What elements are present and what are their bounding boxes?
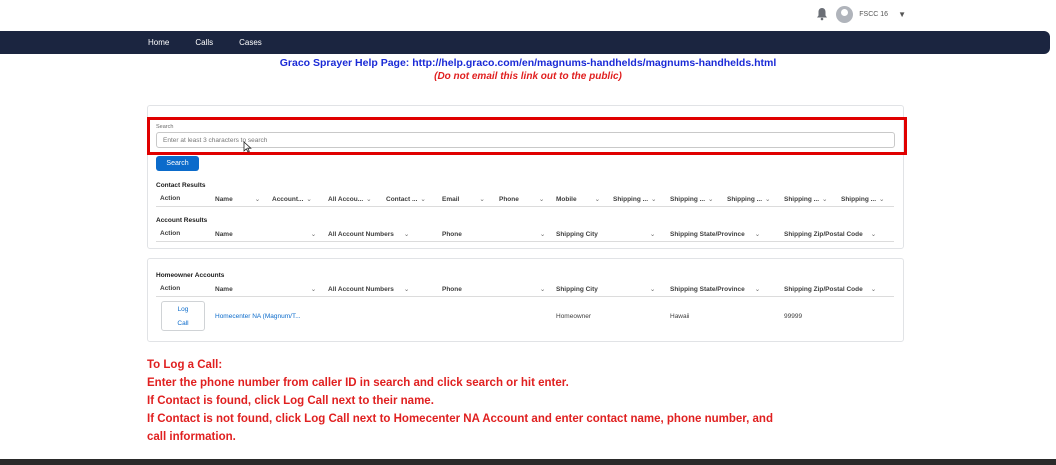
user-name[interactable]: FSCC 16 bbox=[859, 11, 889, 18]
col-contact[interactable]: Contact ... ⌄ bbox=[386, 196, 426, 203]
nav-bar bbox=[0, 31, 1050, 54]
instructions-step-1: Enter the phone number from caller ID in search and click search or hit enter. bbox=[147, 377, 569, 389]
col-shipping-city[interactable]: Shipping City ⌄ bbox=[556, 286, 656, 293]
col-name[interactable]: Name ⌄ bbox=[215, 231, 317, 238]
col-action: Action bbox=[160, 230, 181, 237]
top-bar bbox=[0, 0, 1056, 31]
col-shipping-5[interactable]: Shipping ... ⌄ bbox=[841, 196, 885, 203]
homeowner-accounts-header bbox=[156, 284, 894, 297]
col-shipping-2[interactable]: Shipping ... ⌄ bbox=[670, 196, 714, 203]
bell-icon[interactable] bbox=[816, 7, 830, 23]
caret-down-icon[interactable]: ▼ bbox=[898, 10, 906, 19]
log-call-label-2: Call bbox=[177, 320, 189, 327]
nav-home[interactable]: Home bbox=[148, 38, 170, 47]
help-page-link: Graco Sprayer Help Page: http://help.graco.com/en/magnums-handhelds/magnums-handhelds.html bbox=[279, 57, 777, 69]
instructions-step-2: If Contact is found, click Log Call next to their name. bbox=[147, 395, 434, 407]
col-shipping-city[interactable]: Shipping City ⌄ bbox=[556, 231, 656, 238]
col-action: Action bbox=[160, 195, 181, 202]
col-shipping-state[interactable]: Shipping State/Province ⌄ bbox=[670, 231, 761, 238]
footer-bar bbox=[0, 459, 1056, 465]
instructions-step-3: If Contact is not found, click Log Call next to Homecenter NA Account and enter contact name, phone number, and bbox=[147, 413, 773, 425]
log-call-button[interactable] bbox=[161, 301, 205, 331]
search-label: Search bbox=[156, 124, 174, 130]
homeowner-accounts-card bbox=[147, 258, 904, 342]
contact-results-header bbox=[156, 194, 894, 207]
col-phone[interactable]: Phone ⌄ bbox=[442, 286, 546, 293]
col-shipping-1[interactable]: Shipping ... ⌄ bbox=[613, 196, 657, 203]
col-phone[interactable]: Phone ⌄ bbox=[442, 231, 546, 238]
contact-results-title: Contact Results bbox=[156, 182, 206, 189]
col-shipping-3[interactable]: Shipping ... ⌄ bbox=[727, 196, 771, 203]
account-name-link[interactable]: Homecenter NA (Magnum/T... bbox=[215, 313, 301, 320]
col-shipping-zip[interactable]: Shipping Zip/Postal Code ⌄ bbox=[784, 286, 877, 293]
log-call-label-1: Log bbox=[177, 306, 189, 313]
nav-calls[interactable]: Calls bbox=[195, 38, 214, 47]
account-results-title: Account Results bbox=[156, 217, 208, 224]
col-phone[interactable]: Phone ⌄ bbox=[499, 196, 545, 203]
col-shipping-state[interactable]: Shipping State/Province ⌄ bbox=[670, 286, 761, 293]
shipping-zip-cell: 99999 bbox=[784, 313, 803, 320]
account-results-header bbox=[156, 229, 894, 242]
shipping-state-cell: Hawaii bbox=[670, 313, 690, 320]
col-name[interactable]: Name ⌄ bbox=[215, 196, 261, 203]
col-action: Action bbox=[160, 285, 181, 292]
col-all-accounts[interactable]: All Accou... ⌄ bbox=[328, 196, 372, 203]
col-all-account-numbers[interactable]: All Account Numbers ⌄ bbox=[328, 286, 410, 293]
homeowner-accounts-title: Homeowner Accounts bbox=[156, 272, 225, 279]
col-mobile[interactable]: Mobile ⌄ bbox=[556, 196, 601, 203]
col-all-account-numbers[interactable]: All Account Numbers ⌄ bbox=[328, 231, 410, 238]
user-area bbox=[816, 6, 906, 23]
col-shipping-zip[interactable]: Shipping Zip/Postal Code ⌄ bbox=[784, 231, 877, 238]
search-button[interactable]: Search bbox=[156, 156, 199, 171]
col-name[interactable]: Name ⌄ bbox=[215, 286, 317, 293]
mouse-cursor-icon bbox=[243, 140, 252, 152]
shipping-city-cell: Homeowner bbox=[556, 313, 592, 320]
col-account[interactable]: Account... ⌄ bbox=[272, 196, 312, 203]
instructions-block bbox=[147, 356, 773, 446]
avatar-icon[interactable] bbox=[836, 6, 853, 23]
help-warning: (Do not email this link out to the public) bbox=[434, 71, 622, 82]
instructions-step-3-cont: call information. bbox=[147, 431, 236, 443]
col-email[interactable]: Email ⌄ bbox=[442, 196, 485, 203]
nav-cases[interactable]: Cases bbox=[239, 38, 262, 47]
search-input[interactable] bbox=[156, 132, 895, 148]
instructions-heading: To Log a Call: bbox=[147, 359, 223, 371]
col-shipping-4[interactable]: Shipping ... ⌄ bbox=[784, 196, 828, 203]
